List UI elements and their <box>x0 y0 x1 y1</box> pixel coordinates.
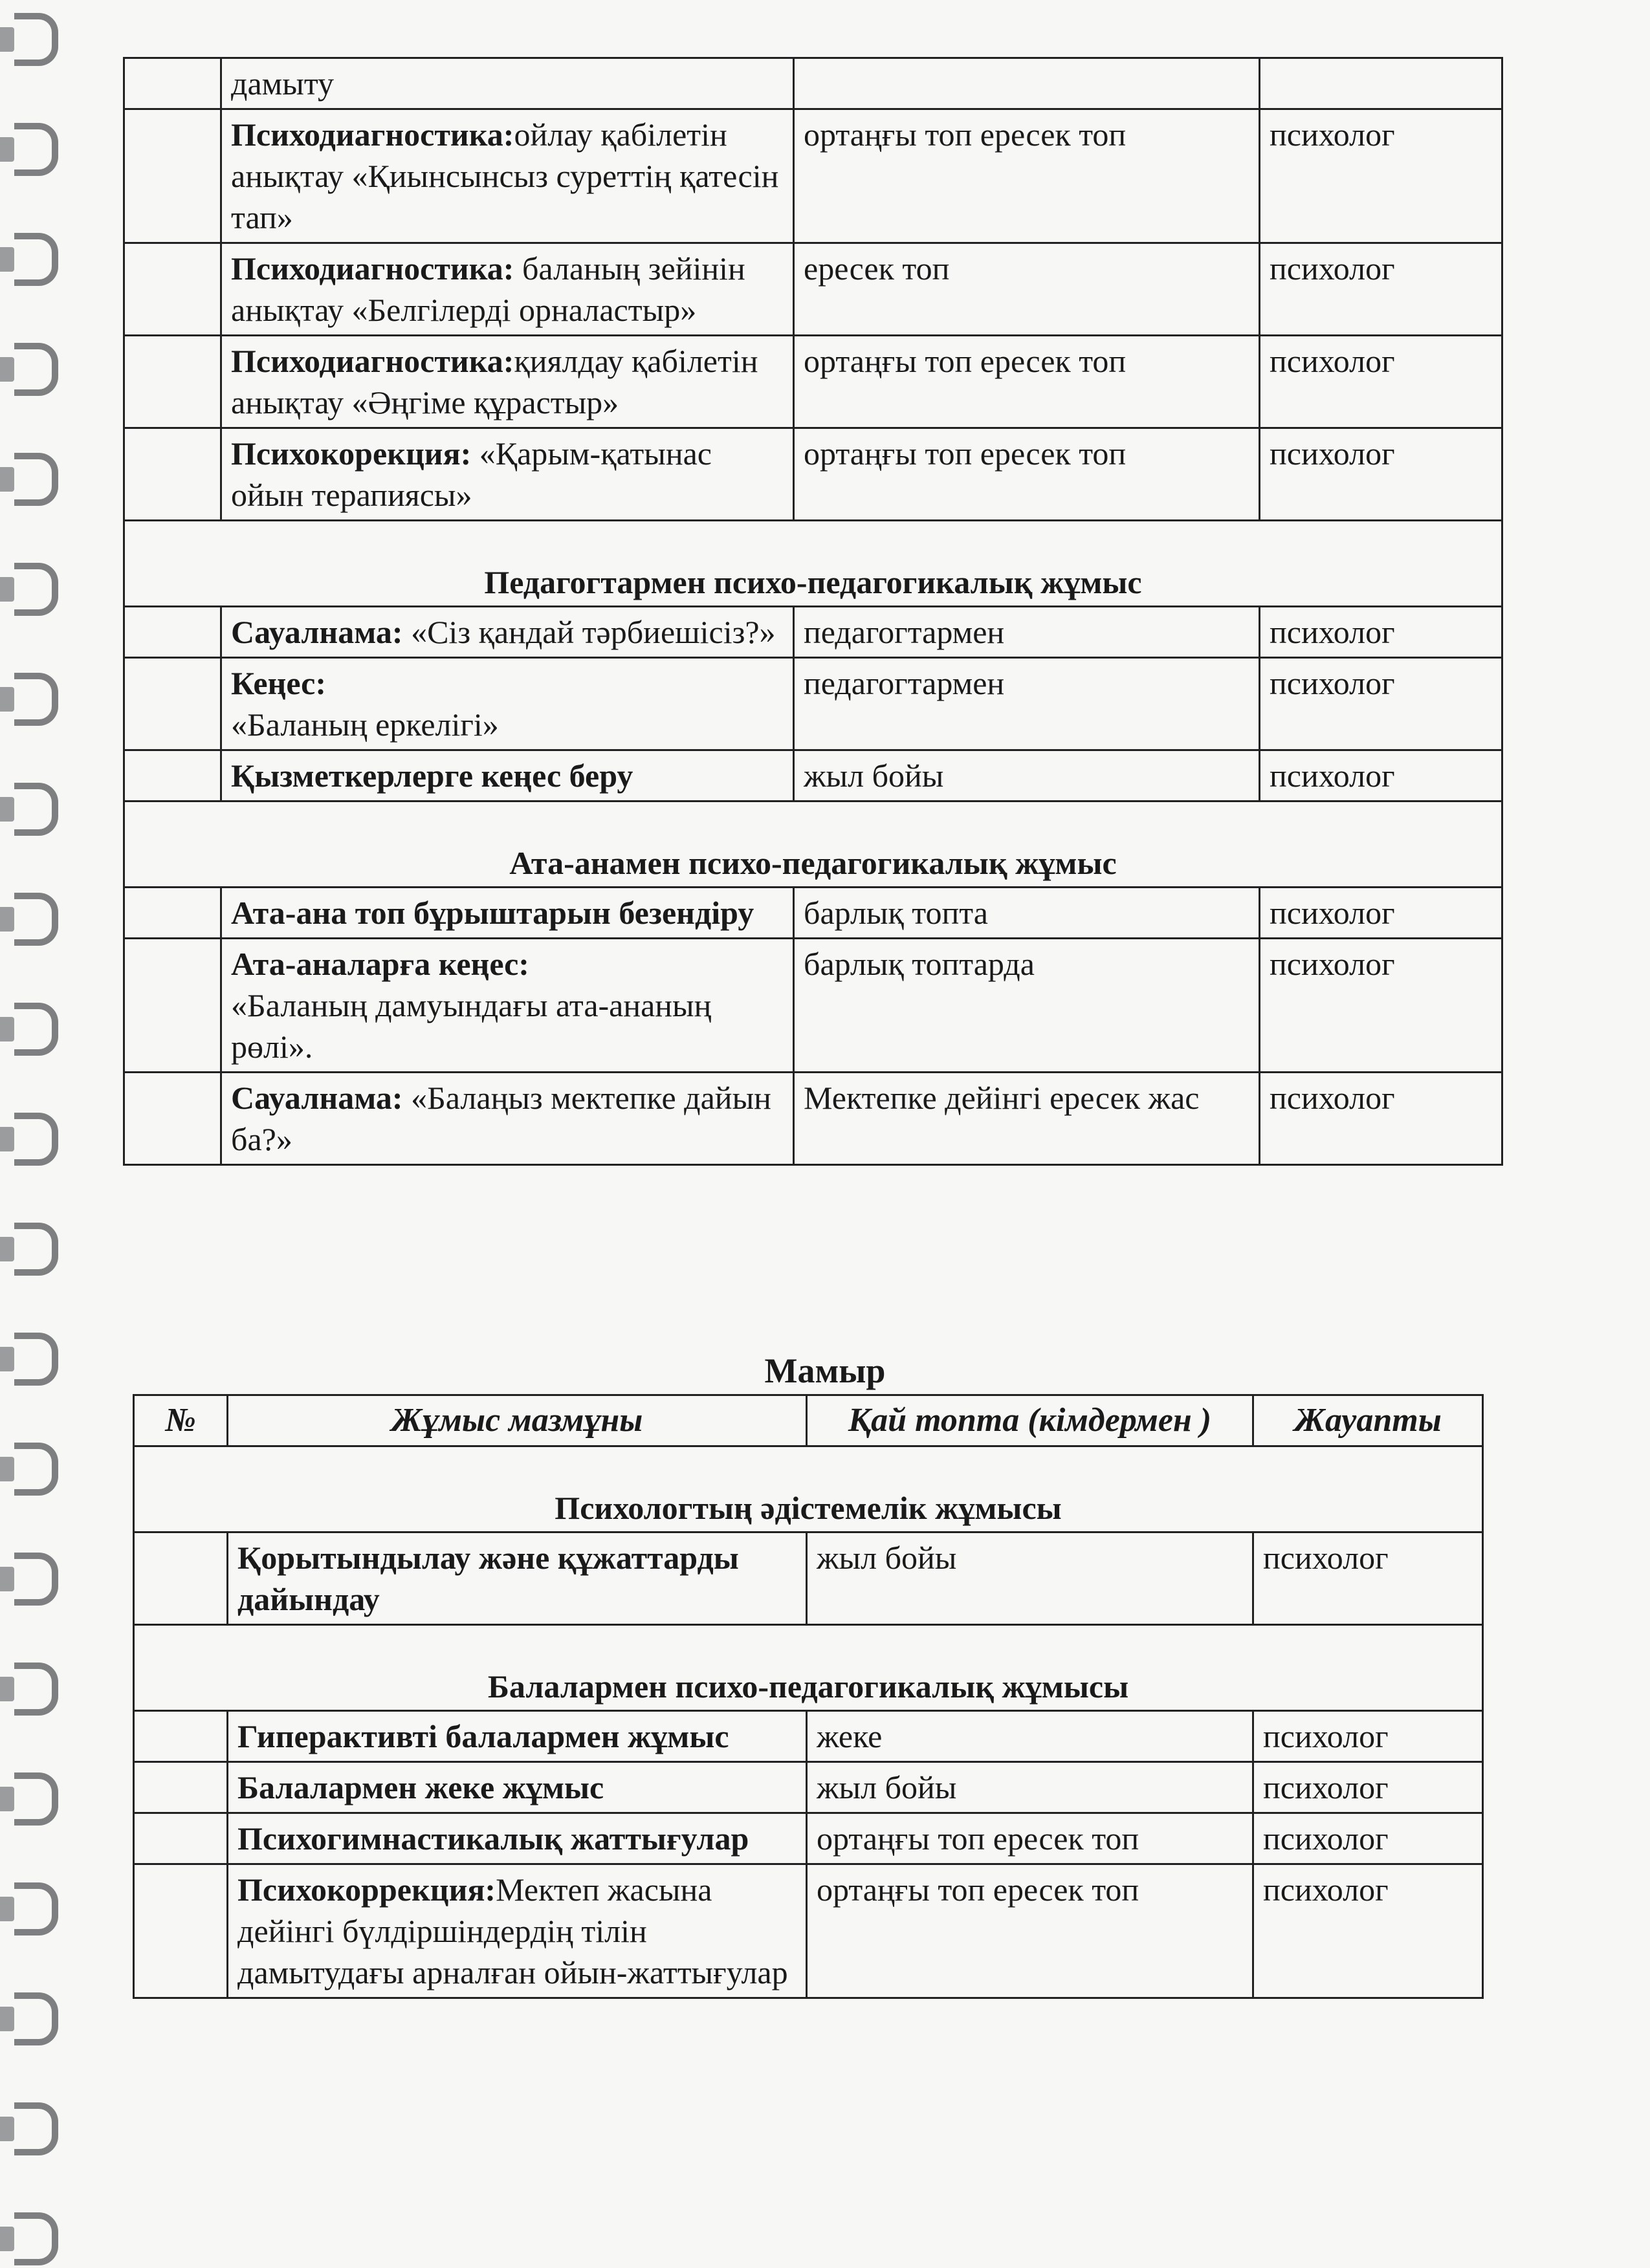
row-number-cell <box>134 1762 228 1813</box>
table-row <box>124 109 1502 243</box>
responsible-cell: психолог <box>1260 888 1502 939</box>
section-title: Ата-анамен психо-педагогикалық жұмыс <box>124 801 1502 888</box>
section-title: Педагогтармен психо-педагогикалық жұмыс <box>124 521 1502 607</box>
content-text: «Баланың еркелігі» <box>231 706 499 743</box>
content-cell <box>221 888 794 939</box>
group-cell: педагогтармен <box>794 607 1260 658</box>
content-title: Балалармен жеке жұмыс <box>237 1769 604 1805</box>
row-number-cell <box>134 1532 228 1625</box>
row-number-cell <box>124 1073 221 1165</box>
content-text: «Баланың дамуындағы ата-ананың рөлі». <box>231 987 712 1065</box>
table-row <box>124 1073 1502 1165</box>
content-cell <box>221 428 794 521</box>
row-number-cell <box>124 658 221 750</box>
responsible-cell: психолог <box>1260 939 1502 1073</box>
content-cell <box>221 750 794 801</box>
section-row <box>134 1446 1483 1532</box>
content-cell <box>228 1864 807 1998</box>
table-row <box>124 336 1502 428</box>
responsible-cell: психолог <box>1260 336 1502 428</box>
section-row <box>134 1625 1483 1711</box>
content-title: Қызметкерлерге кеңес беру <box>231 758 633 794</box>
responsible-cell: психолог <box>1253 1762 1483 1813</box>
binding-ring <box>14 563 58 616</box>
group-cell: жыл бойы <box>794 750 1260 801</box>
row-number-cell <box>124 607 221 658</box>
binding-ring <box>14 1113 58 1166</box>
binding-ring <box>14 453 58 506</box>
header-num: № <box>134 1395 228 1446</box>
group-cell: ортаңғы топ ересек топ <box>794 428 1260 521</box>
table-row <box>124 58 1502 109</box>
row-number-cell <box>124 336 221 428</box>
row-number-cell <box>134 1813 228 1864</box>
spiral-binding <box>0 0 97 2268</box>
group-cell <box>794 58 1260 109</box>
content-cell <box>221 243 794 336</box>
responsible-cell: психолог <box>1260 658 1502 750</box>
content-cell <box>228 1711 807 1762</box>
row-number-cell <box>124 750 221 801</box>
table-row <box>124 607 1502 658</box>
content-text: қиялдау қабілетін анықтау «Әңгіме құрастыр» <box>231 343 758 420</box>
header-responsible: Жауапты <box>1253 1395 1483 1446</box>
responsible-cell: психолог <box>1260 607 1502 658</box>
section-row <box>124 521 1502 607</box>
responsible-cell: психолог <box>1253 1813 1483 1864</box>
row-number-cell <box>124 428 221 521</box>
content-title: Психодиагностика: <box>231 116 514 153</box>
binding-ring <box>14 783 58 836</box>
section-row <box>124 801 1502 888</box>
group-cell: ортаңғы топ ересек топ <box>794 109 1260 243</box>
responsible-cell <box>1260 58 1502 109</box>
group-cell: ортаңғы топ ересек топ <box>807 1813 1253 1864</box>
binding-ring <box>14 673 58 726</box>
content-cell <box>228 1813 807 1864</box>
table-row <box>124 750 1502 801</box>
header-content: Жұмыс мазмұны <box>228 1395 807 1446</box>
group-cell: барлық топта <box>794 888 1260 939</box>
group-cell: ересек топ <box>794 243 1260 336</box>
table-row <box>134 1532 1483 1625</box>
responsible-cell: психолог <box>1253 1532 1483 1625</box>
content-cell <box>221 607 794 658</box>
group-cell: ортаңғы топ ересек топ <box>794 336 1260 428</box>
binding-ring <box>14 13 58 66</box>
binding-ring <box>14 343 58 396</box>
responsible-cell: психолог <box>1253 1864 1483 1998</box>
group-cell: ортаңғы топ ересек топ <box>807 1864 1253 1998</box>
content-text: дамыту <box>231 65 335 102</box>
binding-ring <box>14 1443 58 1496</box>
table-row <box>124 658 1502 750</box>
binding-ring <box>14 1553 58 1606</box>
plan-table-1 <box>123 57 1503 1166</box>
binding-ring <box>14 1003 58 1056</box>
section-title: Балалармен психо-педагогикалық жұмысы <box>134 1625 1483 1711</box>
row-number-cell <box>134 1711 228 1762</box>
group-cell: Мектепке дейінгі ересек жас <box>794 1073 1260 1165</box>
responsible-cell: психолог <box>1253 1711 1483 1762</box>
table-row <box>134 1813 1483 1864</box>
content-cell <box>221 109 794 243</box>
table-row <box>134 1762 1483 1813</box>
group-cell: жеке <box>807 1711 1253 1762</box>
responsible-cell: психолог <box>1260 750 1502 801</box>
content-title: Психокорекция: <box>231 435 472 472</box>
section-title: Психологтың әдістемелік жұмысы <box>134 1446 1483 1532</box>
header-group: Қай топта (кімдермен ) <box>807 1395 1253 1446</box>
content-cell <box>221 1073 794 1165</box>
content-title: Психогимнастикалық жаттығулар <box>237 1820 749 1857</box>
responsible-cell: психолог <box>1260 109 1502 243</box>
responsible-cell: психолог <box>1260 428 1502 521</box>
content-title: Ата-аналарға кеңес: <box>231 946 529 982</box>
content-text: ойлау қабілетін анықтау «Қиынсынсыз суреттің қатесін тап» <box>231 116 779 235</box>
group-cell: педагогтармен <box>794 658 1260 750</box>
content-title: Психокоррекция: <box>237 1871 496 1908</box>
content-title: Кеңес: <box>231 665 326 701</box>
content-title: Психодиагностика: <box>231 250 514 287</box>
content-text: Мектеп жасына дейінгі бүлдіршіндердің тілін дамытудағы арналған ойын-жаттығулар <box>237 1871 788 1990</box>
table-row <box>124 939 1502 1073</box>
content-text: «Сіз қандай тәрбиешісіз?» <box>402 614 776 650</box>
binding-ring <box>14 893 58 946</box>
content-cell <box>221 939 794 1073</box>
content-title: Гиперактивті балалармен жұмыс <box>237 1718 729 1754</box>
content-cell <box>221 336 794 428</box>
binding-ring <box>14 2212 58 2265</box>
binding-ring <box>14 1772 58 1826</box>
table-row <box>124 888 1502 939</box>
month-title: Мамыр <box>764 1351 886 1390</box>
row-number-cell <box>124 888 221 939</box>
content-title: Сауалнама: <box>231 1080 403 1116</box>
content-text: баланың зейінін анықтау «Белгілерді орналастыр» <box>231 250 745 328</box>
table-header-row <box>134 1395 1483 1446</box>
binding-ring <box>14 1223 58 1276</box>
content-cell <box>228 1532 807 1625</box>
group-cell: жыл бойы <box>807 1532 1253 1625</box>
content-title: Психодиагностика: <box>231 343 514 379</box>
responsible-cell: психолог <box>1260 243 1502 336</box>
binding-ring <box>14 1992 58 2045</box>
row-number-cell <box>124 243 221 336</box>
row-number-cell <box>124 109 221 243</box>
responsible-cell: психолог <box>1260 1073 1502 1165</box>
table-row <box>134 1864 1483 1998</box>
binding-ring <box>14 2102 58 2155</box>
content-cell <box>221 58 794 109</box>
content-title: Ата-ана топ бұрыштарын безендіру <box>231 895 754 931</box>
row-number-cell <box>134 1864 228 1998</box>
table-row <box>124 243 1502 336</box>
row-number-cell <box>124 939 221 1073</box>
content-text: «Балаңыз мектепке дайын ба?» <box>231 1080 771 1157</box>
content-title: Сауалнама: <box>231 614 403 650</box>
group-cell: жыл бойы <box>807 1762 1253 1813</box>
binding-ring <box>14 1663 58 1716</box>
content-cell <box>221 658 794 750</box>
table-row <box>124 428 1502 521</box>
plan-table-2 <box>133 1394 1484 1999</box>
binding-ring <box>14 233 58 286</box>
table-row <box>134 1711 1483 1762</box>
row-number-cell <box>124 58 221 109</box>
group-cell: барлық топтарда <box>794 939 1260 1073</box>
content-text: «Қарым-қатынас ойын терапиясы» <box>231 435 712 513</box>
binding-ring <box>14 123 58 176</box>
content-cell <box>228 1762 807 1813</box>
binding-ring <box>14 1882 58 1935</box>
content-title: Қорытындылау және құжаттарды дайындау <box>237 1540 739 1617</box>
